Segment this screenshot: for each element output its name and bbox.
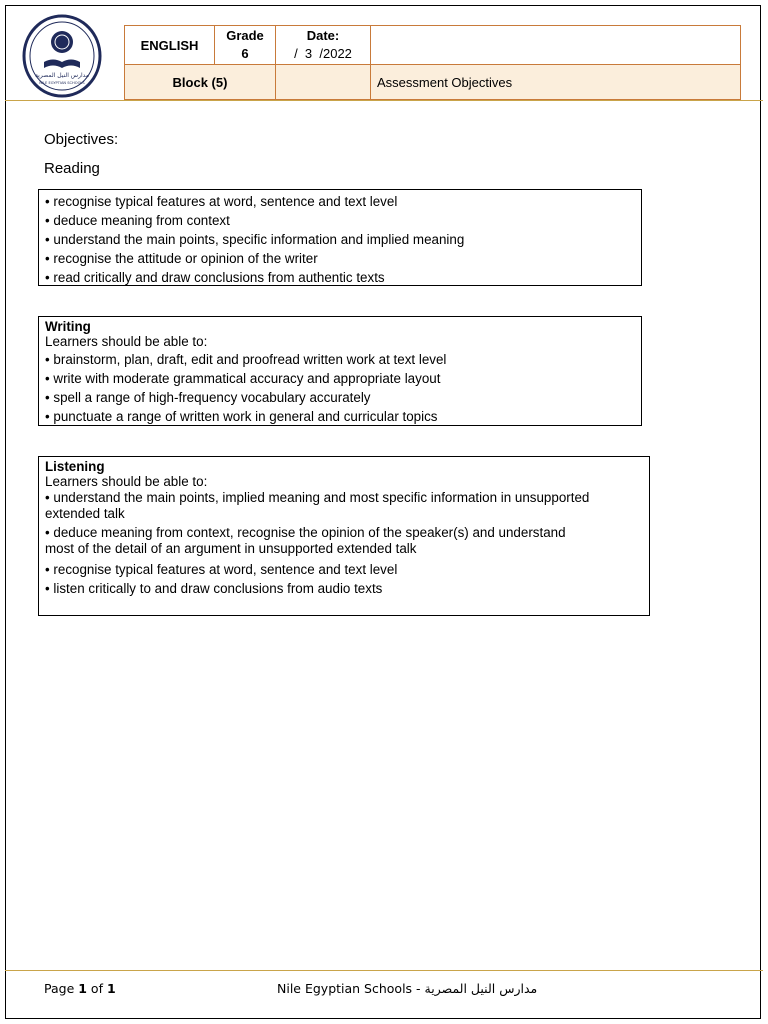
page-of: of: [86, 981, 107, 996]
name-cell: [371, 26, 741, 65]
reading-item: • recognise typical features at word, sentence and text level: [45, 194, 398, 209]
assessment-label: Assessment Objectives: [377, 74, 513, 90]
reading-item: • read critically and draw conclusions from authentic texts: [45, 270, 385, 285]
block-cell: [125, 65, 276, 100]
writing-item: • punctuate a range of written work in general and curricular topics: [45, 409, 438, 424]
svg-text:مدارس النيل المصرية: مدارس النيل المصرية: [34, 72, 90, 79]
date-value: / 3 /2022: [294, 46, 352, 61]
reading-heading: Reading: [44, 160, 100, 177]
subject-cell: [125, 26, 215, 65]
date-label: Date:: [306, 28, 340, 43]
date-cell: [276, 26, 371, 65]
school-name: Nile Egyptian Schools - مدارس النيل المصرية: [277, 981, 538, 996]
listening-item: • listen critically to and draw conclusions from audio texts: [45, 581, 383, 596]
page-current: 1: [78, 981, 87, 996]
page-number: [44, 981, 116, 996]
reading-item: • understand the main points, specific information and implied meaning: [45, 232, 465, 247]
writing-intro: Learners should be able to:: [45, 334, 208, 349]
listening-item: • understand the main points, implied meaning and most specific information in unsupported extended talk: [45, 490, 590, 521]
listening-item: • deduce meaning from context, recognise the opinion of the speaker(s) and understand most of the detail of an argument in unsupported extended talk: [45, 525, 566, 556]
subject: ENGLISH: [140, 37, 199, 53]
listening-intro: Learners should be able to:: [45, 474, 208, 489]
reading-box: [38, 189, 642, 286]
grade-cell: [215, 26, 276, 65]
assessment-cell: [371, 65, 741, 100]
header-divider: [5, 100, 763, 101]
grade-value: 6: [241, 46, 249, 61]
header-table: [124, 25, 741, 100]
listening-box: [38, 456, 650, 616]
writing-title: Writing: [45, 319, 91, 334]
writing-item: • brainstorm, plan, draft, edit and proofread written work at text level: [45, 352, 447, 367]
page-prefix: Page: [44, 981, 79, 996]
block-label: Block (5): [172, 74, 228, 90]
listening-item: • recognise typical features at word, sentence and text level: [45, 562, 398, 577]
footer-divider: [5, 970, 763, 971]
reading-item: • deduce meaning from context: [45, 213, 230, 228]
page-total: 1: [106, 981, 116, 996]
objectives-heading: Objectives:: [44, 131, 119, 148]
school-logo: [22, 14, 102, 98]
svg-text:NILE EGYPTIAN SCHOOLS: NILE EGYPTIAN SCHOOLS: [39, 81, 85, 85]
writing-item: • spell a range of high-frequency vocabulary accurately: [45, 390, 371, 405]
grade-label: Grade: [226, 28, 264, 43]
writing-item: • write with moderate grammatical accuracy and appropriate layout: [45, 371, 441, 386]
writing-box: [38, 316, 642, 426]
block-mid-cell: [276, 65, 371, 100]
reading-item: • recognise the attitude or opinion of the writer: [45, 251, 318, 266]
listening-title: Listening: [45, 459, 105, 474]
